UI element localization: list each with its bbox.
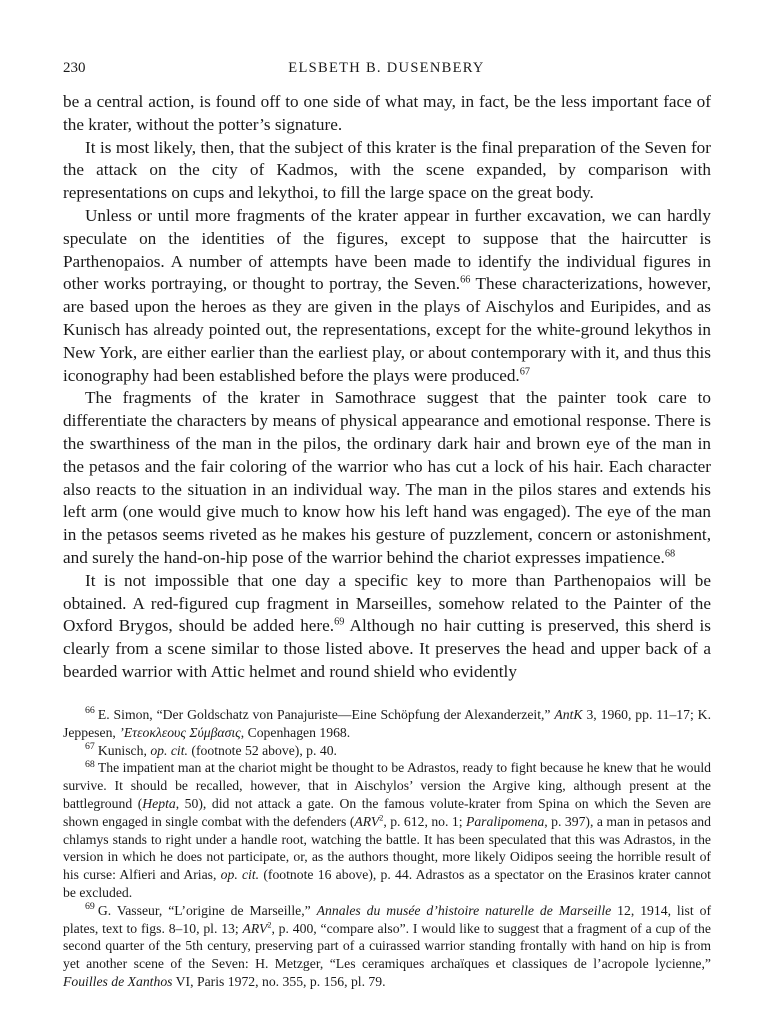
footnote-ref-67[interactable]: 67 xyxy=(519,365,531,377)
footnote-text: , p. 397), a man in petasos and chlamys stands to right under a handle root, watching the battle. It has been speculated that this was Adrastos, in the version in which he does not participate, or, as the authors thought, more likely Oidipos seeing the horrible result of his curse: Alfieri and Arias, xyxy=(63,813,711,883)
footnote-text: The impatient man at the chariot might be thought to be Adrastos, ready to fight because he knew that he would survive. It should be recalled, however, that in Aischylos’ version the Argive king, although present at the battleground ( xyxy=(63,760,711,811)
footnotes xyxy=(63,706,711,991)
footnote-text: E. Simon, “Der Goldschatz von Panajuriste—Eine Schöpfung der Alexanderzeit,” xyxy=(97,707,555,722)
footnote-66 xyxy=(63,706,711,742)
footnote-ref-68[interactable]: 68 xyxy=(664,548,676,560)
footnote-text: VI, Paris 1972, no. 355, p. 156, pl. 79. xyxy=(172,973,386,989)
paragraph-3-text-a: Unless or until more fragments of the krater appear in further excavation, we can hardly speculate on the identities of the figures, except to suppose that the haircutter is Parthenopaios. A number of attempts have been made to identify the individual figures in other works portraying, or thought to portray, the Seven. xyxy=(63,205,711,294)
footnote-67 xyxy=(63,742,711,760)
paragraph-5 xyxy=(63,570,711,684)
footnote-italic: Paralipomena xyxy=(465,813,545,829)
footnote-superscript: 2 xyxy=(267,920,272,929)
footnote-italic: Annales du musée d’histoire naturelle de Marseille xyxy=(316,902,612,918)
footnote-text: (footnote 16 above), p. 44. Adrastos as a spectator on the Erasinos krater cannot be excluded. xyxy=(63,867,711,900)
footnote-68 xyxy=(63,759,711,901)
footnote-69 xyxy=(63,902,711,991)
footnote-italic: Hepta xyxy=(142,795,176,811)
page-header xyxy=(63,60,710,82)
footnote-text: G. Vasseur, “L’origine de Marseille,” xyxy=(97,902,317,918)
footnote-italic-greek: ’Ετεοκλεους Σύμβασις xyxy=(119,724,241,740)
paragraph-1-text: be a central action, is found off to one side of what may, in fact, be the less important face of the krater, without the potter’s signature. xyxy=(63,92,711,134)
footnote-ref-66[interactable]: 66 xyxy=(460,274,471,286)
paragraph-1 xyxy=(63,91,711,137)
footnote-text: (footnote 52 above), p. 40. xyxy=(187,742,337,758)
paragraph-5-text-b: Although no hair cutting is preserved, this sherd is clearly from a scene similar to those listed above. It preserves the head and upper back of a bearded warrior with Attic helmet and round shield who evidently xyxy=(63,616,712,681)
footnote-text: , p. 612, no. 1; xyxy=(383,813,466,829)
footnote-italic: op. cit. xyxy=(220,867,260,883)
footnote-text: , 50), did not attack a gate. On the famous volute-krater from Spina on which the Seven are shown engaged in single combat with the defenders ( xyxy=(63,795,711,829)
footnote-text: 12, 1914, list of plates, text to figs. 8–10, pl. 13; xyxy=(63,902,712,936)
footnote-text: 3, 1960, pp. 11–17; K. Jeppesen, xyxy=(63,707,711,740)
paragraph-3 xyxy=(63,205,711,387)
paragraph-4 xyxy=(63,387,711,569)
footnote-italic: ARV xyxy=(242,920,268,936)
paragraph-3-text-b: These characterizations, however, are based upon the heroes as they are given in the plays of Aischylos and Euripides, and as Kunisch has already pointed out, the representations, except for the white-ground lekythos in New York, are either earlier than the earliest play, or about contemporary with it, and thus this iconography had been established before the plays were produced. xyxy=(63,274,711,385)
paragraph-2-text: It is most likely, then, that the subject of this krater is the final preparation of the Seven for the attack on the city of Kadmos, with the scene expanded, by comparison with representations on cups and lekythoi, to fill the large space on the great body. xyxy=(63,137,711,203)
footnote-superscript: 2 xyxy=(379,813,384,823)
footnote-text: Kunisch, xyxy=(97,742,151,758)
footnote-text: , p. 400, “compare also”. I would like to suggest that a fragment of a cup of the second quarter of the 5th century, preserving part of a cuirassed warrior standing frontally with hand on hip is from yet another scene of the Seven: H. Metzger, “Les ceramiques archaïques et classiques de l’acropole lycienne,” xyxy=(63,920,711,972)
footnote-number: 66 xyxy=(85,705,95,717)
footnote-text: , Copenhagen 1968. xyxy=(240,724,351,740)
footnote-italic: AntK xyxy=(554,707,583,722)
footnote-number: 68 xyxy=(85,758,95,770)
page-number: 230 xyxy=(63,60,86,76)
paragraph-4-text: The fragments of the krater in Samothrace suggest that the painter took care to differentiate the characters by means of physical appearance and emotional response. There is the swarthiness of the man in the pilos, the ordinary dark hair and brown eye of the man in the petasos and the fair coloring of the warrior who has cut a lock of his hair. Each character also reacts to the situation in an individual way. The man in the pilos stares and extends his left arm (one would give much to know how his left hand was engaged). The eye of the man in the petasos seems riveted as he makes his gesture of puzzlement, concern or astonishment, and surely the hand-on-hip pose of the warrior behind the chariot expresses impatience. xyxy=(63,388,711,567)
footnote-italic: ARV xyxy=(354,813,380,829)
paragraph-5-text-a: It is not impossible that one day a specific key to more than Parthenopaios will be obtained. A red-figured cup fragment in Marseilles, somehow related to the Painter of the Oxford Brygos, should be added here. xyxy=(63,570,711,636)
body-text xyxy=(63,91,711,684)
running-head: ELSBETH B. DUSENBERY xyxy=(288,60,485,76)
paragraph-2 xyxy=(63,137,711,205)
footnote-italic: op. cit. xyxy=(150,742,188,758)
footnote-number: 69 xyxy=(85,901,95,913)
footnote-number: 67 xyxy=(85,741,95,753)
footnote-ref-69[interactable]: 69 xyxy=(334,616,345,628)
footnote-italic: Fouilles de Xanthos xyxy=(63,973,173,989)
